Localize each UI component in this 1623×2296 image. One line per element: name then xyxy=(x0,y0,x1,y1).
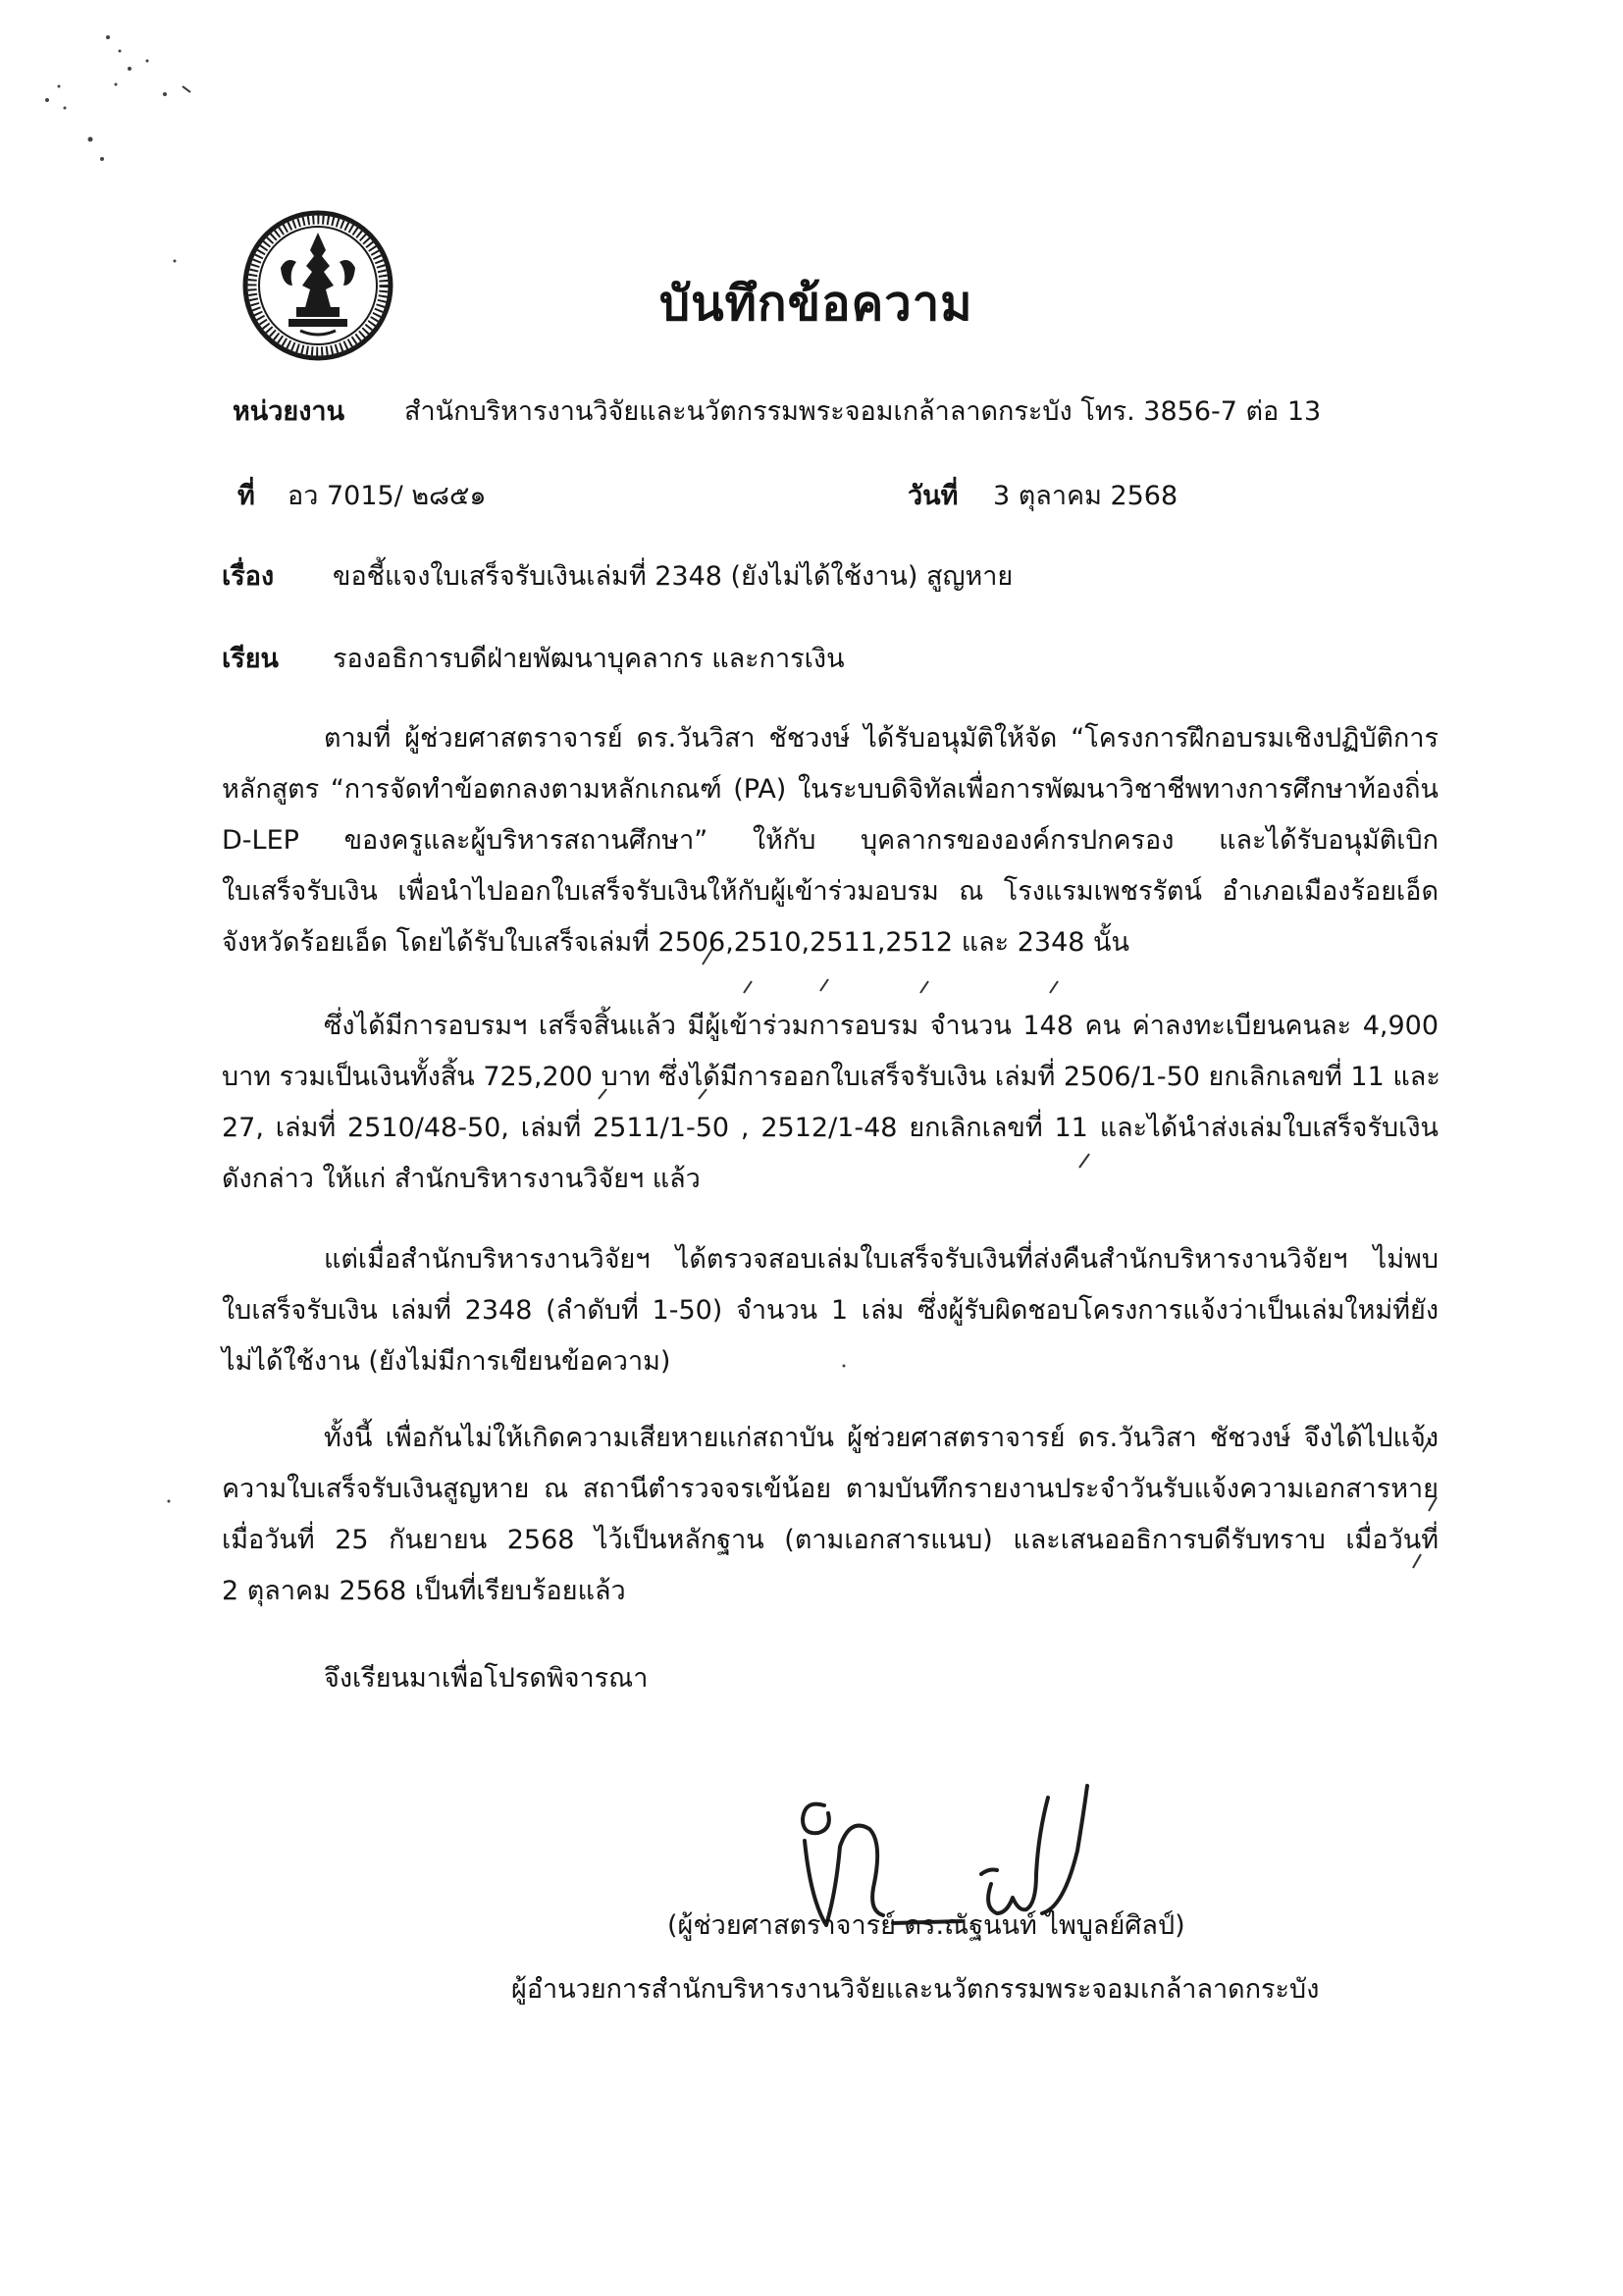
to-label: เรียน xyxy=(222,644,280,674)
ref-value: อว 7015/ ๒๘๕๑ xyxy=(288,481,487,511)
subject-value: ขอชี้แจงใบเสร็จรับเงินเล่มที่ 2348 (ยังไม่ได้ใช้งาน) สูญหาย xyxy=(333,561,1014,592)
ref-label: ที่ xyxy=(237,481,255,511)
paragraph-line: ซึ่งได้มีการอบรมฯ เสร็จสิ้นแล้ว มีผู้เข้าร่วมการอบรม จำนวน 148 คน ค่าลงทะเบียนคนละ 4,900 xyxy=(324,1011,1439,1041)
paragraph-line: D-LEP ของครูและผู้บริหารสถานศึกษา” ให้กับ บุคลากรขององค์กรปกครอง และได้รับอนุมัติเบิก xyxy=(222,825,1439,856)
dept-value: สำนักบริหารงานวิจัยและนวัตกรรมพระจอมเกล้าลาดกระบัง โทร. 3856-7 ต่อ 13 xyxy=(404,396,1322,427)
to-value: รองอธิการบดีฝ่ายพัฒนาบุคลากร และการเงิน xyxy=(333,644,845,674)
dept-label: หน่วยงาน xyxy=(233,396,345,427)
paragraph-line: เมื่อวันที่ 25 กันยายน 2568 ไว้เป็นหลักฐาน (ตามเอกสารแนบ) และเสนออธิการบดีรับทราบ เมื่อวันที่ xyxy=(222,1525,1439,1555)
paragraph-line: จังหวัดร้อยเอ็ด โดยได้รับใบเสร็จเล่มที่ 2506,2510,2511,2512 และ 2348 นั้น xyxy=(222,927,1129,958)
closing-line: จึงเรียนมาเพื่อโปรดพิจารณา xyxy=(324,1663,649,1694)
paragraph-line: ทั้งนี้ เพื่อกันไม่ให้เกิดความเสียหายแก่สถาบัน ผู้ช่วยศาสตราจารย์ ดร.วันวิสา ชัชวงษ์ จึงได้ไปแจ้ง xyxy=(324,1423,1439,1453)
paragraph-2 xyxy=(222,1001,1439,1205)
paragraph-line: 27, เล่มที่ 2510/48-50, เล่มที่ 2511/1-50 , 2512/1-48 ยกเลิกเลขที่ 11 และได้นำส่งเล่มใบเสร็จรับเงิน xyxy=(222,1113,1439,1143)
paragraph-line: 2 ตุลาคม 2568 เป็นที่เรียบร้อยแล้ว xyxy=(222,1576,626,1606)
paragraph-line: ใบเสร็จรับเงิน เพื่อนำไปออกใบเสร็จรับเงินให้กับผู้เข้าร่วมอบรม ณ โรงแรมเพชรรัตน์ อำเภอเมืองร้อยเอ็ด xyxy=(222,876,1439,907)
paragraph-4 xyxy=(222,1413,1439,1617)
paragraph-line: หลักสูตร “การจัดทำข้อตกลงตามหลักเกณฑ์ (PA) ในระบบดิจิทัลเพื่อการพัฒนาวิชาชีพทางการศึกษาท้องถิ่น xyxy=(222,774,1439,805)
memo-title: บันทึกข้อความ xyxy=(659,276,973,332)
paragraph-1 xyxy=(222,713,1439,968)
paragraph-line: ตามที่ ผู้ช่วยศาสตราจารย์ ดร.วันวิสา ชัชวงษ์ ได้รับอนุมัติให้จัด “โครงการฝึกอบรมเชิงปฏิบัติการ xyxy=(324,723,1439,754)
subject-label: เรื่อง xyxy=(222,561,275,592)
signer-name: (ผู้ช่วยศาสตราจารย์ ดร.ณัฐนนท์ ไพบูลย์ศิลป์) xyxy=(667,1910,1185,1941)
institute-seal-icon xyxy=(241,209,394,362)
date-label: วันที่ xyxy=(908,481,959,511)
paragraph-line: ความใบเสร็จรับเงินสูญหาย ณ สถานีตำรวจจรเข้น้อย ตามบันทึกรายงานประจำวันรับแจ้งความเอกสารหาย xyxy=(222,1474,1439,1504)
signer-position: ผู้อำนวยการสำนักบริหารงานวิจัยและนวัตกรรมพระจอมเกล้าลาดกระบัง xyxy=(511,1974,1320,2005)
paragraph-3 xyxy=(222,1234,1439,1387)
paragraph-line: บาท รวมเป็นเงินทั้งสิ้น 725,200 บาท ซึ่งได้มีการออกใบเสร็จรับเงิน เล่มที่ 2506/1-50 ยกเลิกเลขที่ 11 และ xyxy=(222,1062,1440,1092)
paragraph-line: ใบเสร็จรับเงิน เล่มที่ 2348 (ลำดับที่ 1-50) จำนวน 1 เล่ม ซึ่งผู้รับผิดชอบโครงการแจ้งว่าเป็นเล่มใหม่ที่ยัง xyxy=(222,1295,1439,1326)
date-value: 3 ตุลาคม 2568 xyxy=(993,481,1178,511)
paragraph-line: แต่เมื่อสำนักบริหารงานวิจัยฯ ได้ตรวจสอบเล่มใบเสร็จรับเงินที่ส่งคืนสำนักบริหารงานวิจัยฯ ไม่พบ xyxy=(324,1244,1439,1275)
paragraph-line: ดังกล่าว ให้แก่ สำนักบริหารงานวิจัยฯ แล้ว xyxy=(222,1164,701,1194)
paragraph-line: ไม่ได้ใช้งาน (ยังไม่มีการเขียนข้อความ) xyxy=(222,1346,671,1377)
